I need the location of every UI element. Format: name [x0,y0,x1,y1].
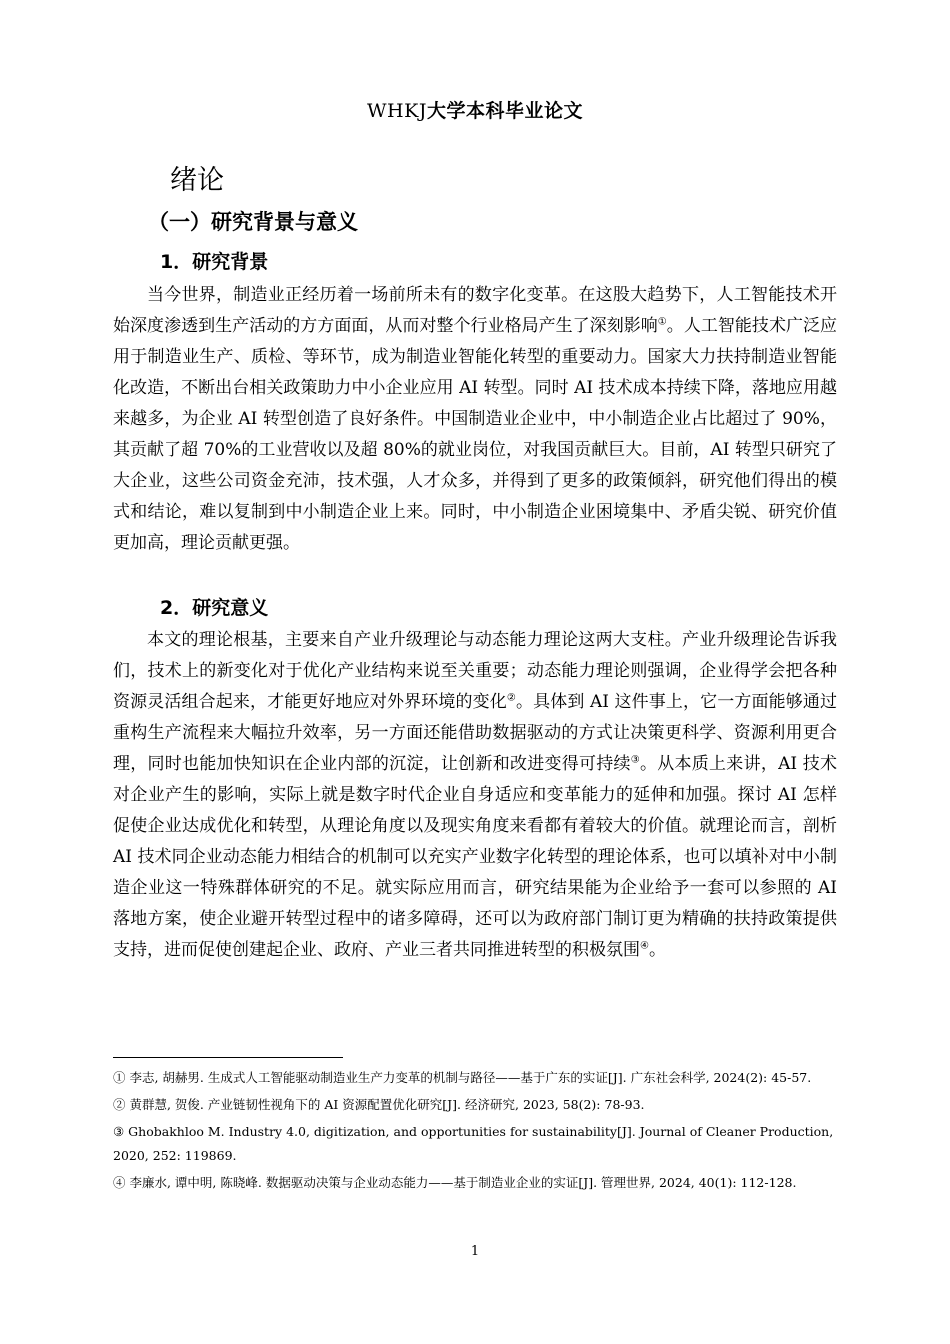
paragraph-background [113,280,837,590]
paragraph-text: 本文的理论根基，主要来自产业升级理论与动态能力理论这两大支柱。产业升级理论告诉我们，技术上的新变化对于优化产业结构来说至关重要；动态能力理论则强调，企业得学会把各种资源灵活组合起来，才能更好地应对外界环境的变化 [113,630,837,712]
subsection-heading-background: 1．研究背景 [160,251,269,273]
subsection-heading-significance: 2．研究意义 [160,597,269,619]
footnote-ref: ① [657,316,667,328]
running-header [0,96,950,123]
paragraph-text: 。 [648,940,666,960]
section-title: （一）研究背景与意义 [148,210,358,234]
footnote-separator [113,1057,343,1058]
paragraph-significance [113,625,837,1025]
footnote-ref: ② [506,692,516,704]
paragraph-text: 。人工智能技术广泛应用于制造业生产、质检、等环节，成为制造业智能化转型的重要动力。国家大力扶持制造业智能化改造，不断出台相关政策助力中小企业应用 AI 转型。同时 AI 技术成本持续下降，落地应用越来越多，为企业 AI 转型创造了良好条件。中国制造业企业中，中小制造企业占比超过了 90%，其贡献了超 70%的工业营收以及超 80%的就业岗位，对我国贡献巨大。目前，AI 转型只研究了大企业，这些公司资金充沛，技术强，人才众多，并得到了更多的政策倾斜，研究他们得出的模式和结论，难以复制到中小制造企业上来。同时，中小制造企业困境集中、矛盾尖锐、研究价值更加高，理论贡献更强。 [113,316,838,553]
footnotes [113,1066,843,1198]
footnote-ref: ④ [640,940,649,952]
header-prefix: WHKJ [367,100,427,122]
paragraph-text: 当今世界，制造业正经历着一场前所未有的数字化变革。在这股大趋势下，人工智能技术开始深度渗透到生产活动的方方面面，从而对整个行业格局产生了深刻影响 [113,285,837,336]
chapter-title: 绪论 [170,165,224,196]
footnote-ref: ③ [630,754,641,766]
paragraph-text: 。从本质上来讲，AI 技术对企业产生的影响，实际上就是数字时代企业自身适应和变革能力的延伸和加强。探讨 AI 怎样促使企业达成优化和转型，从理论角度以及现实角度来看都有着较大的价值。就理论而言，剖析 AI 技术同企业动态能力相结合的机制可以充实产业数字化转型的理论体系，也可以填补对中小制造企业这一特殊群体研究的不足。就实际应用而言，研究结果能为企业给予一套可以参照的 AI 落地方案，使企业避开转型过程中的诸多障碍，还可以为政府部门制订更为精确的扶持政策提供支持，进而促使创建起企业、政府、产业三者共同推进转型的积极氛围 [113,754,838,960]
footnote-2: ② 黄群慧, 贺俊. 产业链韧性视角下的 AI 资源配置优化研究[J]. 经济研究, 2023, 58(2): 78-93. [113,1097,645,1112]
page-number: 1 [470,1244,480,1259]
footnote-1: ① 李志, 胡赫男. 生成式人工智能驱动制造业生产力变革的机制与路径——基于广东的实证[J]. 广东社会科学, 2024(2): 45-57. [113,1070,812,1085]
footnote-3: ③ Ghobakhloo M. Industry 4.0, digitization, and opportunities for sustainability[J]. Journal of Cleaner Production, 2020, 252: 119869. [113,1124,834,1163]
footnote-4: ④ 李廉水, 谭中明, 陈晓峰. 数据驱动决策与企业动态能力——基于制造业企业的实证[J]. 管理世界, 2024, 40(1): 112-128. [113,1175,797,1190]
paragraph-text: 。具体到 AI 这件事上，它一方面能够通过重构生产流程来大幅拉升效率，另一方面还能借助数据驱动的方式让决策更科学、资源利用更合理，同时也能加快知识在企业内部的沉淀，让创新和改进变得可持续 [113,692,837,774]
header-university: 大学本科毕业论文 [426,100,583,122]
